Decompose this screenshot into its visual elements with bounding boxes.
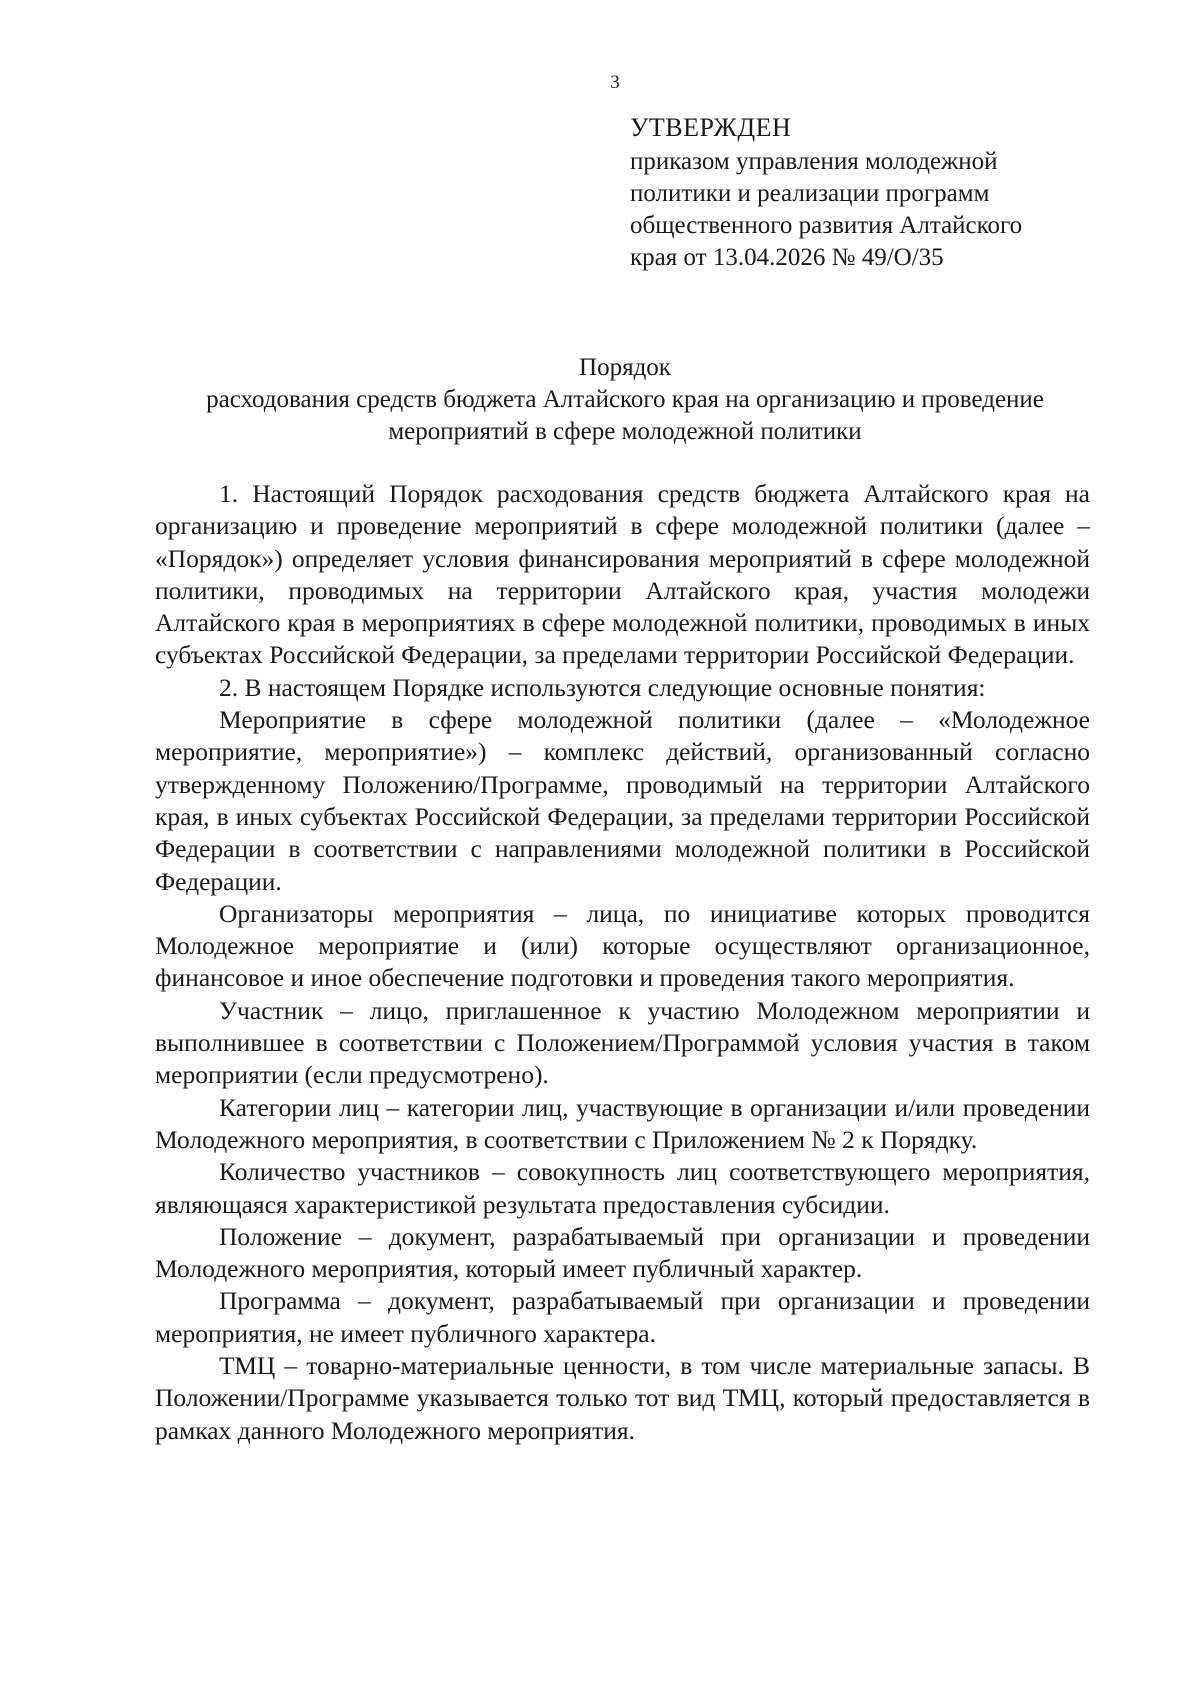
title-line: расходования средств бюджета Алтайского края на организацию и проведение xyxy=(206,386,1044,413)
definition-program: Программа – документ, разрабатываемый при организации и проведении мероприятия, не имеет публичного характера. xyxy=(155,1286,1090,1348)
definition-participant: Участник – лицо, приглашенное к участию Молодежном мероприятии и выполнившее в соответствии с Положением/Программой условия участия в таком мероприятии (если предусмотрено). xyxy=(155,995,1090,1090)
definition-regulation: Положение – документ, разрабатываемый при организации и проведении Молодежного мероприятия, который имеет публичный характер. xyxy=(155,1221,1090,1284)
approval-line: общественного развития Алтайского xyxy=(630,212,1023,239)
approval-heading: УТВЕРЖДЕН xyxy=(630,113,792,142)
approval-line: края от 13.04.2026 № 49/О/35 xyxy=(630,244,944,271)
paragraph-2: 2. В настоящем Порядке используются следующие основные понятия: xyxy=(219,672,986,702)
approval-line: приказом управления молодежной xyxy=(630,148,998,175)
document-body xyxy=(155,478,1090,1447)
paragraph-1: 1. Настоящий Порядок расходования средств бюджета Алтайского края на организацию и проведение мероприятий в сфере молодежной политики (далее – «Порядок») определяет условия финансирования мероприятий в сфере молодежной политики, проводимых на территории Алтайского края, участия молодежи Алтайского края в мероприятиях в сфере молодежной политики, проводимых в иных субъектах Российской Федерации, за пределами территории Российской Федерации. xyxy=(155,479,1090,670)
definition-event: Мероприятие в сфере молодежной политики (далее – «Молодежное мероприятие, мероприятие») – комплекс действий, организованный согласно утвержденному Положению/Программе, проводимый на территории Алтайского края, в иных субъектах Российской Федерации, за пределами территории Российской Федерации в соответствии с направлениями молодежной политики в Российской Федерации. xyxy=(155,705,1090,896)
page-number: 3 xyxy=(610,72,620,93)
title-line: Порядок xyxy=(579,354,671,381)
title-line: мероприятий в сфере молодежной политики xyxy=(388,418,862,445)
approval-stamp xyxy=(630,112,1100,274)
approval-line: политики и реализации программ xyxy=(630,180,990,207)
definition-organizers: Организаторы мероприятия – лица, по инициативе которых проводится Молодежное мероприятие и (или) которые осуществляют организационное, финансовое и иное обеспечение подготовки и проведения такого мероприятия. xyxy=(155,898,1090,993)
definition-categories: Категории лиц – категории лиц, участвующие в организации и/или проведении Молодежного мероприятия, в соответствии с Приложением № 2 к Порядку. xyxy=(155,1092,1090,1154)
definition-participant-count: Количество участников – совокупность лиц соответствующего мероприятия, являющаяся характеристикой результата предоставления субсидии. xyxy=(155,1157,1090,1219)
definition-tmc: ТМЦ – товарно-материальные ценности, в том числе материальные запасы. В Положении/Программе указывается только тот вид ТМЦ, который предоставляется в рамках данного Молодежного мероприятия. xyxy=(155,1351,1090,1445)
document-title xyxy=(130,352,1120,448)
